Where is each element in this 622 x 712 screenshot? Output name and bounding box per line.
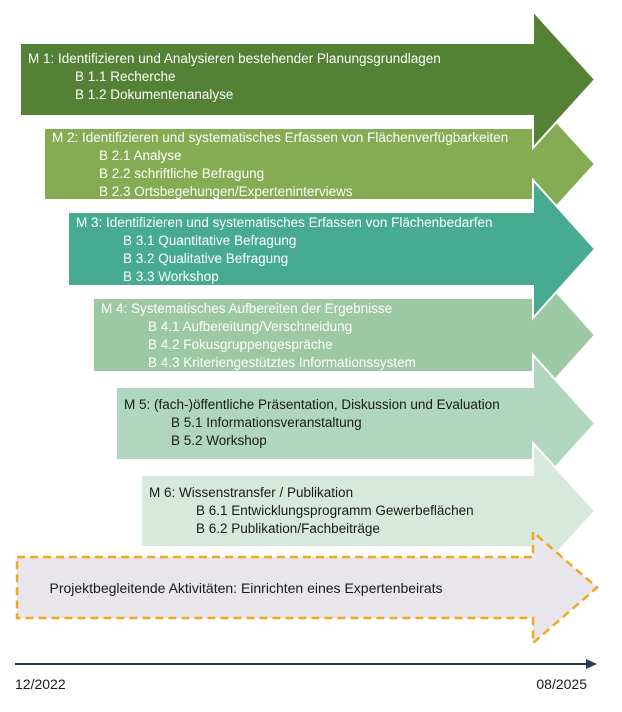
milestone-2-item: B 2.1 Analyse [99,148,182,163]
milestone-3-text [68,212,595,286]
milestone-2-title: M 2: Identifizieren und systematisches Erfassen von Flächenverfügbarkeiten [52,130,509,145]
milestone-5-item: B 5.2 Workshop [171,433,267,448]
milestone-1-title: M 1: Identifizieren und Analysieren bestehender Planungsgrundlagen [28,51,441,66]
milestone-5-text [116,387,595,450]
timeline-start-label: 12/2022 [15,676,66,692]
milestone-1-item: B 1.1 Recherche [75,69,176,84]
milestone-2-text [44,128,595,201]
milestone-1-item: B 1.2 Dokumentenanalyse [75,87,234,102]
milestone-4-item: B 4.2 Fokusgruppengespräche [148,337,333,352]
milestone-3-item: B 3.2 Qualitative Befragung [123,251,289,266]
milestone-3-item: B 3.1 Quantitative Befragung [123,233,297,248]
milestone-3-title: M 3: Identifizieren und systematisches Erfassen von Flächenbedarfen [76,215,493,230]
milestone-6-item: B 6.2 Publikation/Fachbeiträge [196,521,380,536]
side-activity-label: Projektbegleitende Aktivitäten: Einrichten eines Expertenbeirats [49,579,443,596]
milestone-4-item: B 4.3 Kriteriengestütztes Informationssystem [148,355,416,370]
milestone-4-item: B 4.1 Aufbereitung/Verschneidung [148,319,353,334]
milestone-4-title: M 4: Systematisches Aufbereiten der Ergebnisse [101,301,393,316]
milestone-3-item: B 3.3 Workshop [123,269,219,284]
milestone-6-title: M 6: Wissenstransfer / Publikation [149,485,354,500]
milestone-6-text [141,475,595,538]
milestone-5-title: M 5: (fach-)öffentliche Präsentation, Diskussion und Evaluation [124,397,500,412]
timeline-end-label: 08/2025 [536,676,587,692]
milestone-2-item: B 2.3 Ortsbegehungen/Experteninterviews [99,184,353,199]
timeline-arrowhead-icon [586,659,597,669]
milestone-5-item: B 5.1 Informationsveranstaltung [171,415,362,430]
milestone-4-text [93,298,595,372]
milestone-2-item: B 2.2 schriftliche Befragung [99,166,265,181]
milestone-6-item: B 6.1 Entwicklungsprogramm Gewerbeflächen [196,503,474,518]
milestone-1-text [20,43,595,104]
